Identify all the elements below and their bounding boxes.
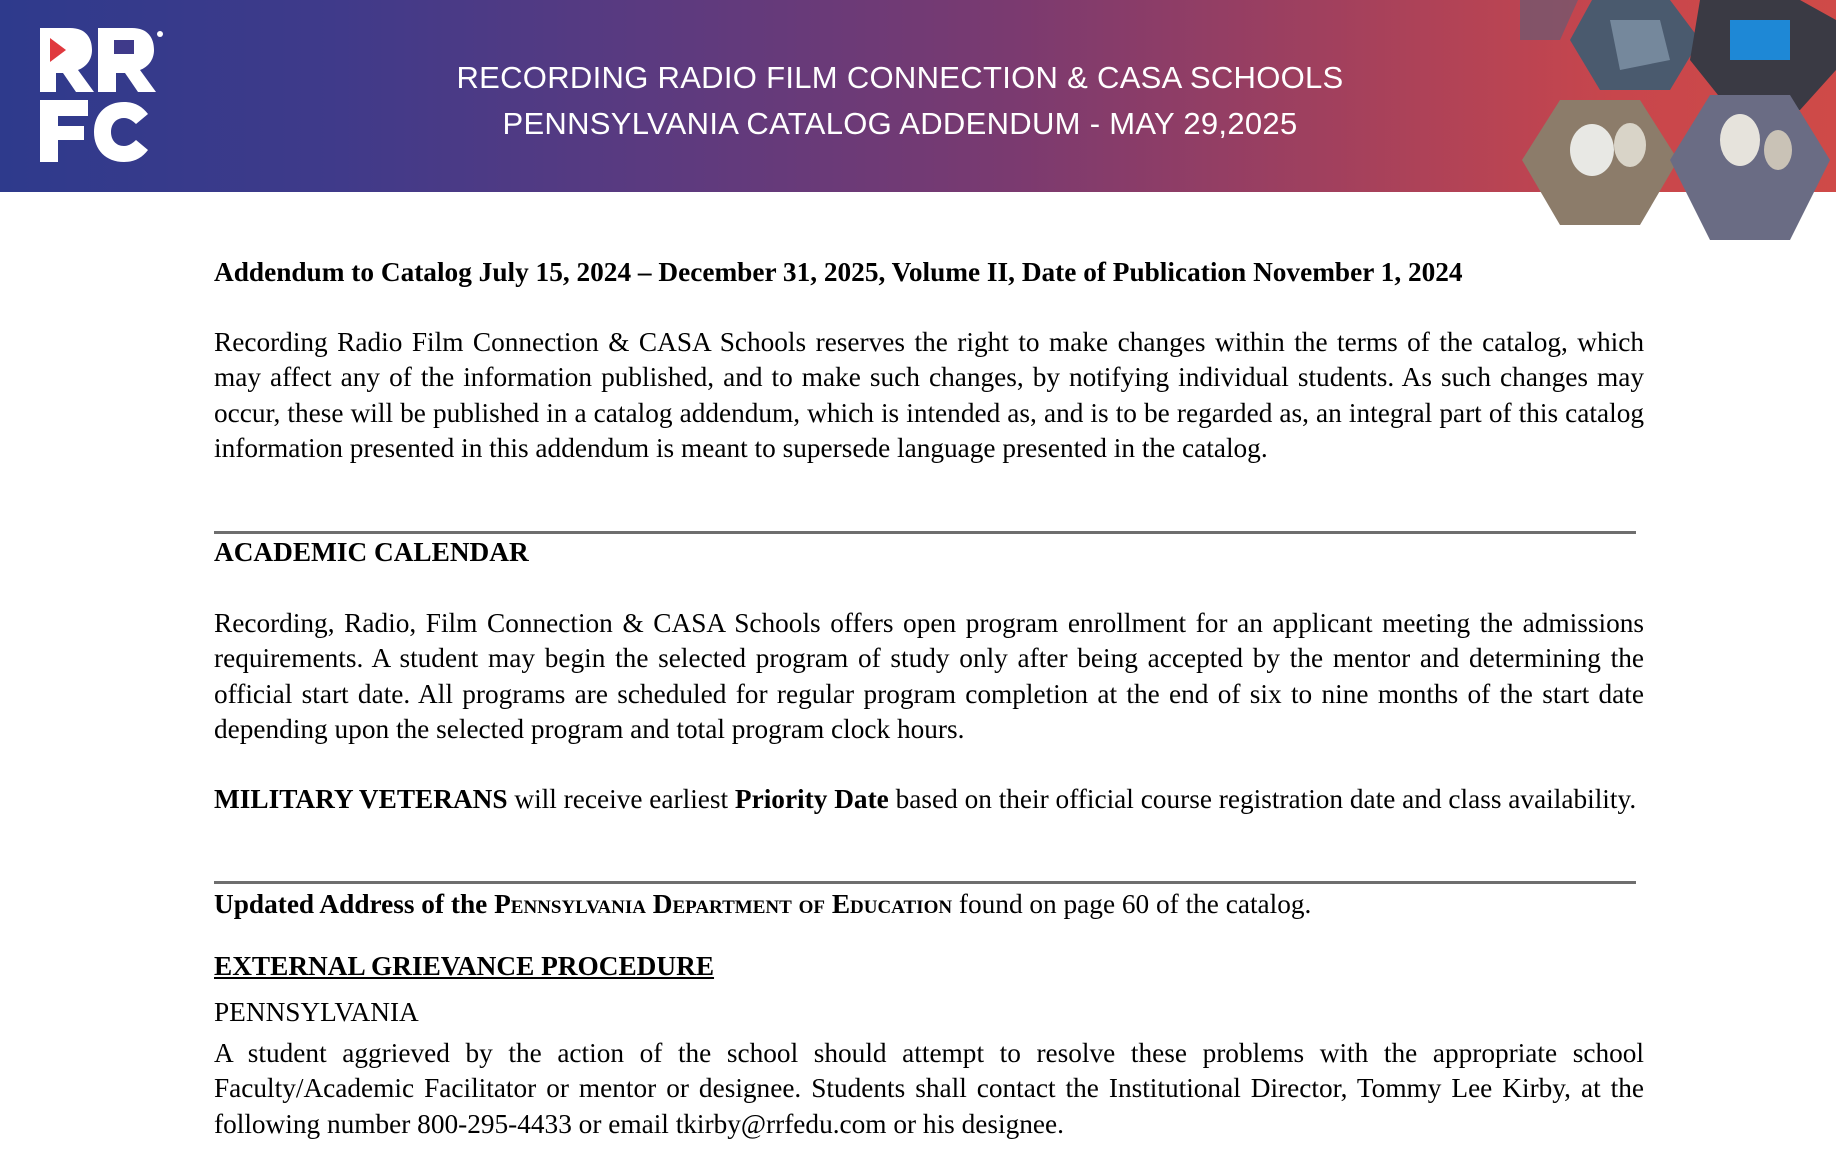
grievance-section: [214, 949, 1644, 984]
academic-calendar-heading: ACADEMIC CALENDAR: [214, 537, 529, 567]
address-update-prefix: Updated Address of the: [214, 889, 495, 919]
grievance-state: [214, 995, 1644, 1030]
grievance-body: [214, 1036, 1644, 1142]
grievance-heading: EXTERNAL GRIEVANCE PROCEDURE: [214, 951, 715, 981]
veterans-text-1: will receive earliest: [507, 784, 735, 814]
grievance-state-label: PENNSYLVANIA: [214, 997, 419, 1027]
academic-calendar-paragraph: Recording, Radio, Film Connection & CASA Schools offers open program enrollment for an applicant meeting the admissions requirements. A student may begin the selected program of study only after being accepted by the mentor and determining the official start date. All programs are scheduled for regular program completion at the end of six to nine months of the start date depending upon the selected program and total program clock hours.: [214, 608, 1644, 744]
academic-calendar-body: [214, 606, 1644, 747]
veterans-text-2: based on their official course registration date and class availability.: [888, 784, 1637, 814]
photo-hex-lab: [1670, 95, 1830, 240]
veterans-paragraph: [214, 782, 1644, 817]
rrfc-logo: [36, 22, 172, 168]
divider-2: [214, 881, 1636, 884]
priority-date-label: Priority Date: [734, 784, 889, 814]
intro-section: [214, 325, 1644, 466]
address-update-suffix: found on page 60 of the catalog.: [952, 889, 1312, 919]
intro-paragraph: Recording Radio Film Connection & CASA Schools reserves the right to make changes within the terms of the catalog, which may affect any of the information published, and to make such changes, by notifying individual students. As such changes may occur, these will be published in a catalog addendum, which is intended as, and is to be regarded as, an integral part of this catalog information presented in this addendum is meant to supersede language presented in the catalog.: [214, 327, 1644, 463]
veterans-section: [214, 782, 1644, 817]
veterans-label: MILITARY VETERANS: [214, 784, 508, 814]
department-name: Pennsylvania Department of Education: [494, 889, 953, 919]
banner-title-line-2: PENNSYLVANIA CATALOG ADDENDUM - MAY 29,2025: [502, 106, 1298, 141]
address-update-paragraph: [214, 887, 1644, 922]
academic-calendar-section: [214, 535, 1644, 570]
banner-title-line-1: RECORDING RADIO FILM CONNECTION & CASA SCHOOLS: [456, 60, 1344, 95]
addendum-heading: Addendum to Catalog July 15, 2024 – December 31, 2025, Volume II, Date of Publication November 1, 2024: [214, 257, 1463, 287]
divider-1: [214, 531, 1636, 534]
grievance-paragraph: A student aggrieved by the action of the school should attempt to resolve these problems with the appropriate school Faculty/Academic Facilitator or mentor or designee. Students shall contact the Institutional Director, Tommy Lee Kirby, at the following number 800-295-4433 or email tkirby@rrfedu.com or his designee.: [214, 1038, 1644, 1139]
hexagon-photo-collage: [1500, 0, 1836, 245]
address-update-section: [214, 887, 1644, 922]
